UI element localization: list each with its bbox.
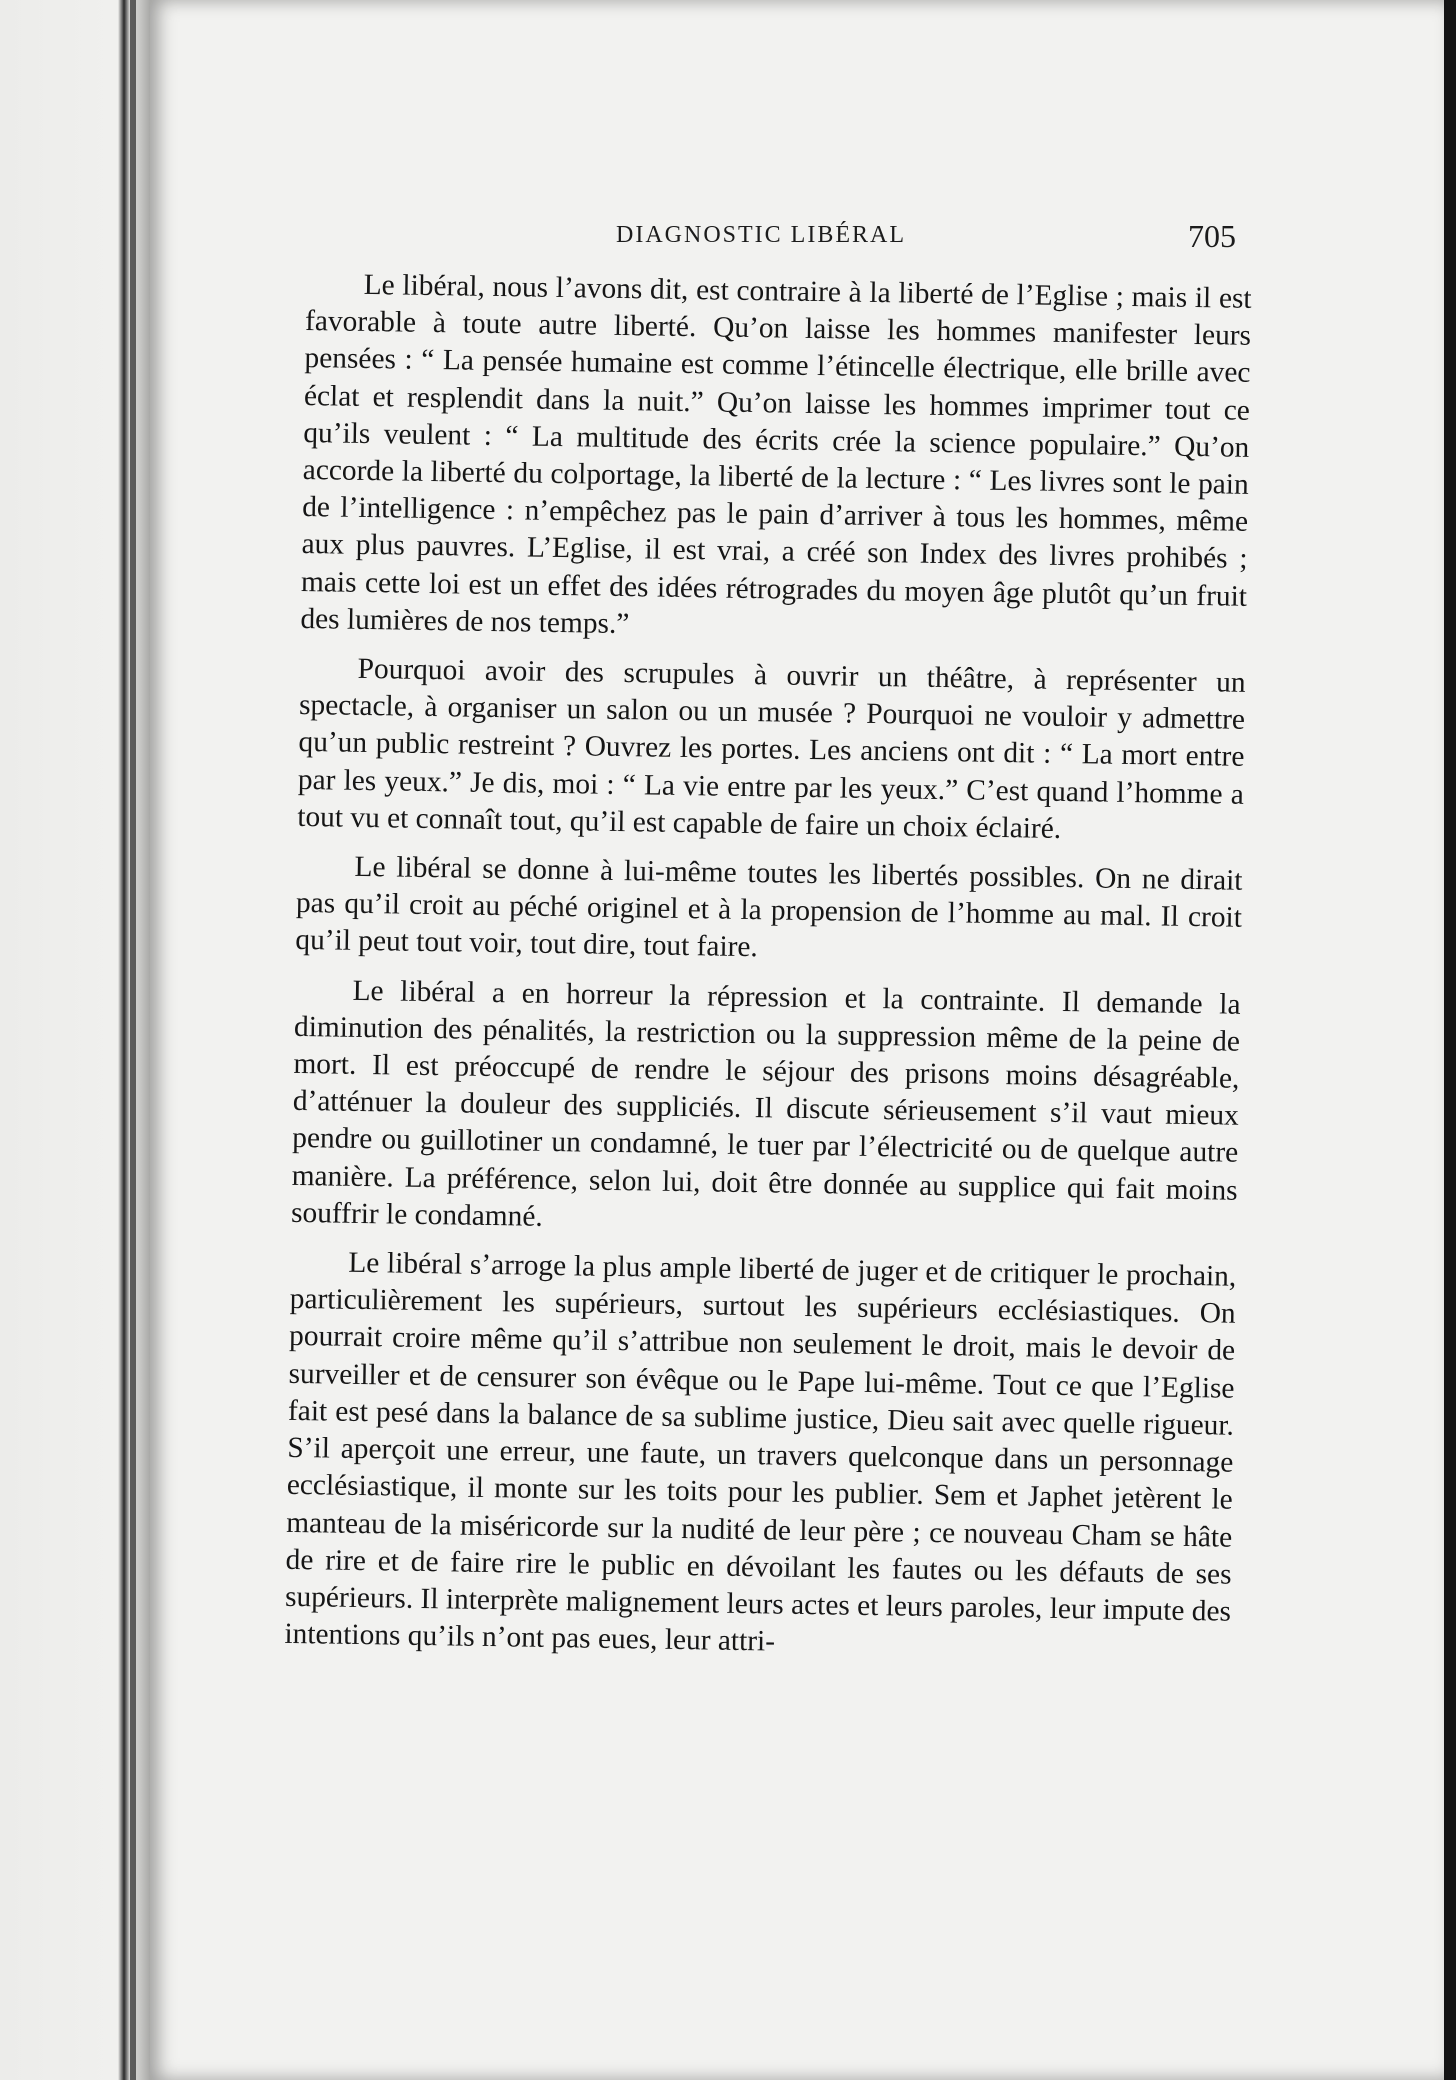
book-spine xyxy=(0,0,150,2080)
paragraph-2: Pourquoi avoir des scrupules à ouvrir un théâtre, à représenter un spectacle, à organiser un salon ou un musée ? Pourquoi ne vouloir y admettre qu’un public restreint ? Ouvrez les portes. Les anciens ont dit : “ La mort entre par les yeux.” Je dis, moi : “ La vie entre par les yeux.” C’est quand l’homme a tout vu et connaît tout, qu’il est capable de faire un choix éclairé. xyxy=(297,652,1246,845)
page-number: 705 xyxy=(1188,218,1236,254)
paragraph-1: Le libéral, nous l’avons dit, est contraire à la liberté de l’Eglise ; mais il est favorable à toute autre liberté. Qu’on laisse les hommes manifester leurs pensées : “ La pensée humaine est comme l’étincelle électrique, elle brille avec éclat et resplendit dans la nuit.” Qu’on laisse les hommes imprimer tout ce qu’ils veulent : “ La multitude des écrits crée la science populaire.” Qu’on accorde la liberté du colportage, la liberté de la lecture : “ Les livres sont le pain de l’intelligence : n’empêchez pas le pain d’arriver à tous les hommes, même aux plus pauvres. L’Eglise, il est vrai, a créé son Index des livres prohibés ; mais cette loi est un effet des idées rétrogrades du moyen âge plutôt qu’un fruit des lumières de nos temps.” xyxy=(300,268,1252,640)
page-header xyxy=(150,218,1446,262)
running-head: DIAGNOSTIC LIBÉRAL xyxy=(616,222,906,248)
gutter-shadow xyxy=(130,0,136,2080)
page-right-edge xyxy=(1444,0,1456,2080)
paragraph-5: Le libéral s’arroge la plus ample liberté de juger et de critiquer le prochain, particulièrement les supérieurs, surtout les supérieurs ecclésiastiques. On pourrait croire même qu’il s’attribue non seulement le droit, mais le devoir de surveiller et de censurer son évêque ou le Pape lui-même. Tout ce que l’Eglise fait est pesé dans la balance de sa sublime justice, Dieu sait avec quelle rigueur. S’il aperçoit une erreur, une faute, un travers quelconque dans un personnage ecclésiastique, il monte sur les toits pour les publier. Sem et Japhet jetèrent le manteau de la miséricorde sur la nudité de leur père ; ce nouveau Cham se hâte de rire et de faire rire le public en dévoilant les fautes ou les défauts de ses supérieurs. Il interprète malignement leurs actes et leurs paroles, leur impute des intentions qu’ils n’ont pas eues, leur attri- xyxy=(284,1246,1237,1658)
body-text xyxy=(284,266,1252,1668)
paragraph-3: Le libéral se donne à lui-même toutes les libertés possibles. On ne dirait pas qu’il croit au péché originel et à la propension de l’homme au mal. Il croit qu’il peut tout voir, tout dire, tout faire. xyxy=(295,850,1243,964)
paragraph-4: Le libéral a en horreur la répression et la contrainte. Il demande la diminution des pénalités, la restriction ou la suppression même de la peine de mort. Il est préoccupé de rendre le séjour des prisons moins désagréable, d’atténuer la douleur des suppliciés. Il discute sérieusement s’il vaut mieux pendre ou guillotiner un condamné, le tuer par l’électricité ou de quelque autre manière. La préférence, selon lui, doit être donnée au supplice qui fait moins souffrir le condamné. xyxy=(290,974,1241,1233)
book-page xyxy=(150,0,1446,2080)
